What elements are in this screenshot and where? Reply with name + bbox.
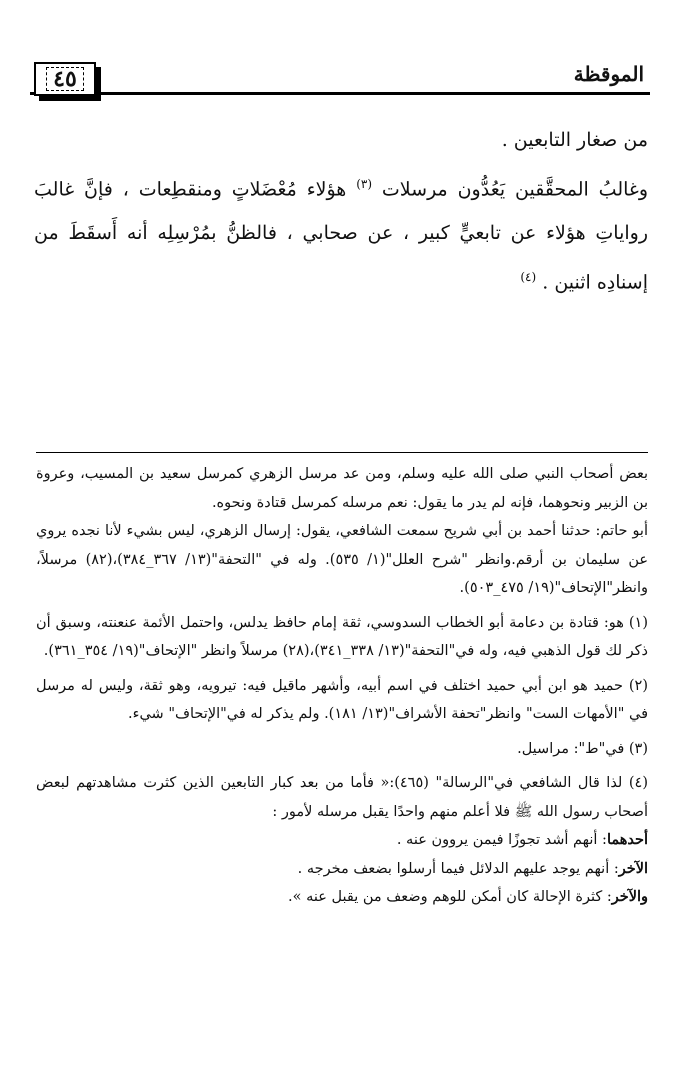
footnote-continuation-2: أبو حاتم: حدثنا أحمد بن أبي شريح سمعت الشافعي، يقول: إرسال الزهري، ليس بشيء لأنا نجده يروي عن سليمان بن أرقم.وانظر "شرح العلل"(١/ ٥٣٥). وله في "التحفة"(١٣/ ٣٦٧_٣٨٤)،(٨٢) مرسلاً، وانظر"الإتحاف"(١٩/ ٤٧٥_٥٠٣). xyxy=(36,523,649,596)
footnote-continuation-1: بعض أصحاب النبي صلى الله عليه وسلم، ومن عد مرسل الزهري كمرسل سعيد بن المسيب، وعروة بن الزبير ونحوهما، فإنه لم يدر ما يقول: نعم مرسله كمرسل قتادة ونحوه. xyxy=(36,466,648,511)
footnote-4-item-1 xyxy=(36,826,648,855)
main-paragraph-2-start: وغالبُ المحقَّقين يَعُدُّون مرسلات xyxy=(381,178,649,201)
footnote-divider xyxy=(36,452,648,453)
footnote-4: (٤) لذا قال الشافعي في"الرسالة" (٤٦٥):« فأما من بعد كبار التابعين الذين كثرت مشاهدتهم لبعض أصحاب رسول الله ﷺ فلا أعلم منهم واحدًا يقبل مرسله لأمور : xyxy=(36,775,648,820)
footnote-1: (١) هو: قتادة بن دعامة أبو الخطاب السدوسي، ثقة إمام حافظ يدلس، واحتمل الأئمة عنعنته، وسبق أن ذكر لك قول الذهبي فيه، وله في"التحفة"(١٣/ ٣٣٨_٣٤١)،(٢٨) مرسلاً وانظر "الإتحاف"(١٩/ ٣٥٤_٣٦١). xyxy=(36,614,648,659)
main-paragraph-2 xyxy=(34,162,648,305)
footnote-4-item-1-label: أحدهما xyxy=(606,831,648,848)
main-paragraph-2-rest: هؤلاء مُعْضَلاتٍ ومنقطِعات ، فإنَّ غالبَ رواياتِ هؤلاء عن تابعيٍّ كبير ، عن صحابي ، فالظنُّ بمُرْسِلِه أنه أَسقَطَ من إسنادِه اثنين . xyxy=(34,178,648,294)
header-rule xyxy=(30,92,650,95)
footnote-4-item-2-label: الآخر xyxy=(618,859,648,877)
main-text xyxy=(34,118,648,305)
footnote-4-item-3-label: والآخر xyxy=(611,888,648,905)
footnote-2: (٢) حميد هو ابن أبي حميد اختلف في اسم أبيه، وأشهر ماقيل فيه: تيرويه، وهو ثقة، وليس له مرسل في "الأمهات الست" وانظر"تحفة الأشراف"(١٣/ ١٨١). ولم يذكر له في"الإتحاف" شيء. xyxy=(36,677,648,722)
footnote-4-item-3 xyxy=(36,883,648,912)
footnote-ref-4[interactable]: (٤) xyxy=(520,270,537,285)
footnote-4-item-3-text: : كثرة الإحالة كان أمكن للوهم وضعف من يقبل عنه ». xyxy=(288,889,612,905)
footnote-4-item-2-text: : أنهم يوجد عليهم الدلائل فيما أرسلوا بضعف مخرجه . xyxy=(297,860,619,877)
page-number: ٤٥ xyxy=(46,67,84,91)
running-title: الموقظة xyxy=(573,62,644,86)
footnote-4-item-1-text: : أنهم أشد تجوزًا فيمن يروون عنه . xyxy=(396,832,607,848)
page-header xyxy=(30,58,650,102)
page-number-box xyxy=(34,62,96,96)
footnote-4-item-2 xyxy=(36,855,648,884)
main-line-1: من صغار التابعين . xyxy=(501,129,648,151)
footnote-3: (٣) في"ط": مراسيل. xyxy=(517,740,648,757)
footnote-ref-3[interactable]: (٣) xyxy=(356,177,373,191)
footnotes xyxy=(36,460,648,912)
